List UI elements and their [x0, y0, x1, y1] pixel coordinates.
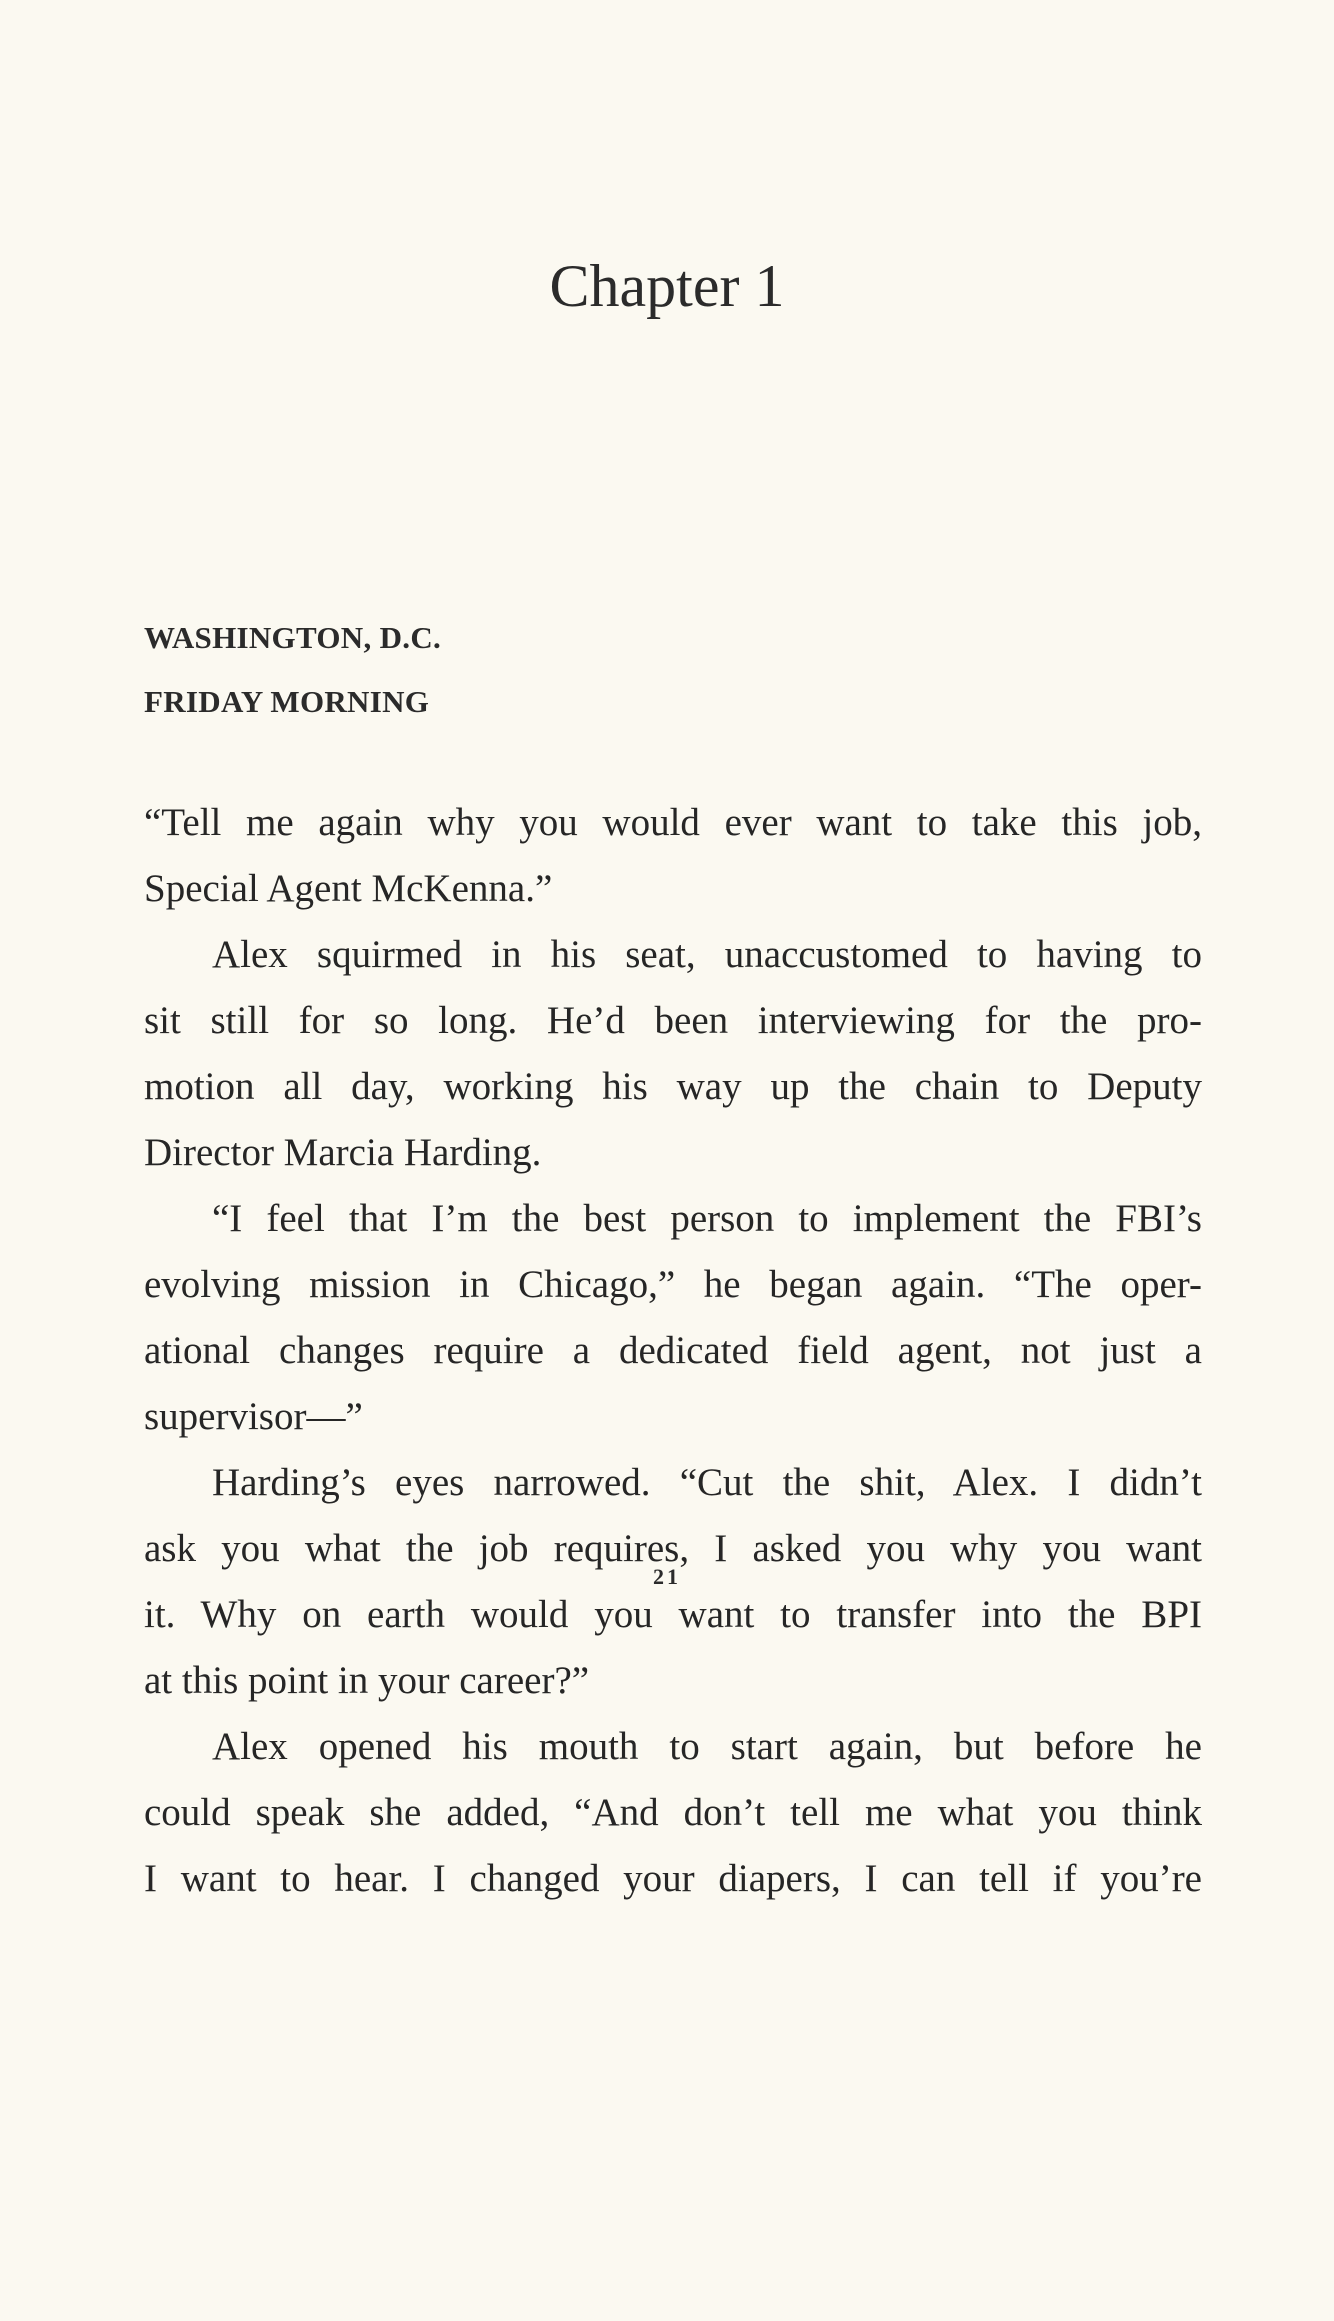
text-line: Harding’s eyes narrowed. “Cut the shit, Alex. I didn’t — [212, 1461, 1202, 1504]
text-line: I want to hear. I changed your diapers, I can tell if you’re — [144, 1857, 1202, 1900]
body-text — [144, 790, 1202, 1912]
text-line: at this point in your career?” — [144, 1659, 590, 1702]
dateline-time: FRIDAY MORNING — [144, 684, 430, 719]
chapter-title: Chapter 1 — [549, 253, 785, 319]
text-line: Alex squirmed in his seat, unaccustomed to having to — [212, 933, 1202, 976]
text-line: could speak she added, “And don’t tell me what you think — [144, 1791, 1202, 1834]
dateline-place: WASHINGTON, D.C. — [144, 620, 442, 655]
text-line: Special Agent McKenna.” — [144, 867, 553, 910]
text-line: “I feel that I’m the best person to implement the FBI’s — [212, 1197, 1202, 1240]
text-line: supervisor—” — [144, 1395, 363, 1438]
text-line: “Tell me again why you would ever want to take this job, — [144, 801, 1202, 844]
text-line: ask you what the job requires, I asked you why you want — [144, 1527, 1202, 1570]
text-line: sit still for so long. He’d been interviewing for the pro- — [144, 999, 1202, 1042]
text-line: evolving mission in Chicago,” he began again. “The oper- — [144, 1263, 1202, 1306]
text-line: Alex opened his mouth to start again, but before he — [212, 1725, 1202, 1768]
text-line: it. Why on earth would you want to transfer into the BPI — [144, 1593, 1202, 1636]
text-line: ational changes require a dedicated field agent, not just a — [144, 1329, 1202, 1372]
text-line: Director Marcia Harding. — [144, 1131, 542, 1174]
text-line: motion all day, working his way up the chain to Deputy — [144, 1065, 1202, 1108]
page-number: 21 — [653, 1564, 681, 1589]
